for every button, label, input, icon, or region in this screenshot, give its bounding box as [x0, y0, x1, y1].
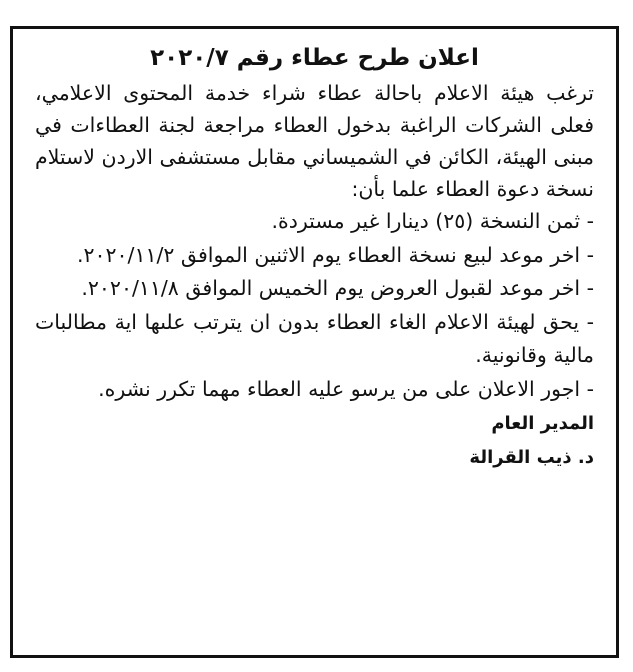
condition-ad-fees: - اجور الاعلان على من يرسو عليه العطاء مهما تكرر نشره.	[98, 376, 594, 401]
condition-cancellation-right: - يحق لهيئة الاعلام الغاء العطاء بدون ان يترتب علىها اية مطالبات مالية وقانونية.	[35, 309, 594, 367]
conditions-list	[35, 205, 594, 406]
signature-name: د. ذيب القرالة	[469, 447, 594, 468]
condition-copy-price: - ثمن النسخة (٢٥) دينارا غير مستردة.	[271, 209, 594, 233]
signature-title: المدير العام	[491, 413, 594, 434]
tender-notice	[10, 26, 619, 658]
condition-bid-deadline: - اخر موعد لقبول العروض يوم الخميس الموافق ٢٠٢٠/١١/٨.	[81, 276, 594, 300]
notice-title: اعلان طرح عطاء رقم ٢٠٢٠/٧	[150, 45, 479, 71]
notice-intro: ترغب هيئة الاعلام باحالة عطاء شراء خدمة المحتوى الاعلامي، فعلى الشركات الراغبة بدخول العطاء مراجعة لجنة العطاءات في مبنى الهيئة، الكائن في الشميساني مقابل مستشفى الاردن لاستلام نسخة دعوة العطاء علما بأن:	[35, 81, 594, 201]
condition-sale-deadline: - اخر موعد لبيع نسخة العطاء يوم الاثنين الموافق ٢٠٢٠/١١/٢.	[76, 242, 594, 267]
